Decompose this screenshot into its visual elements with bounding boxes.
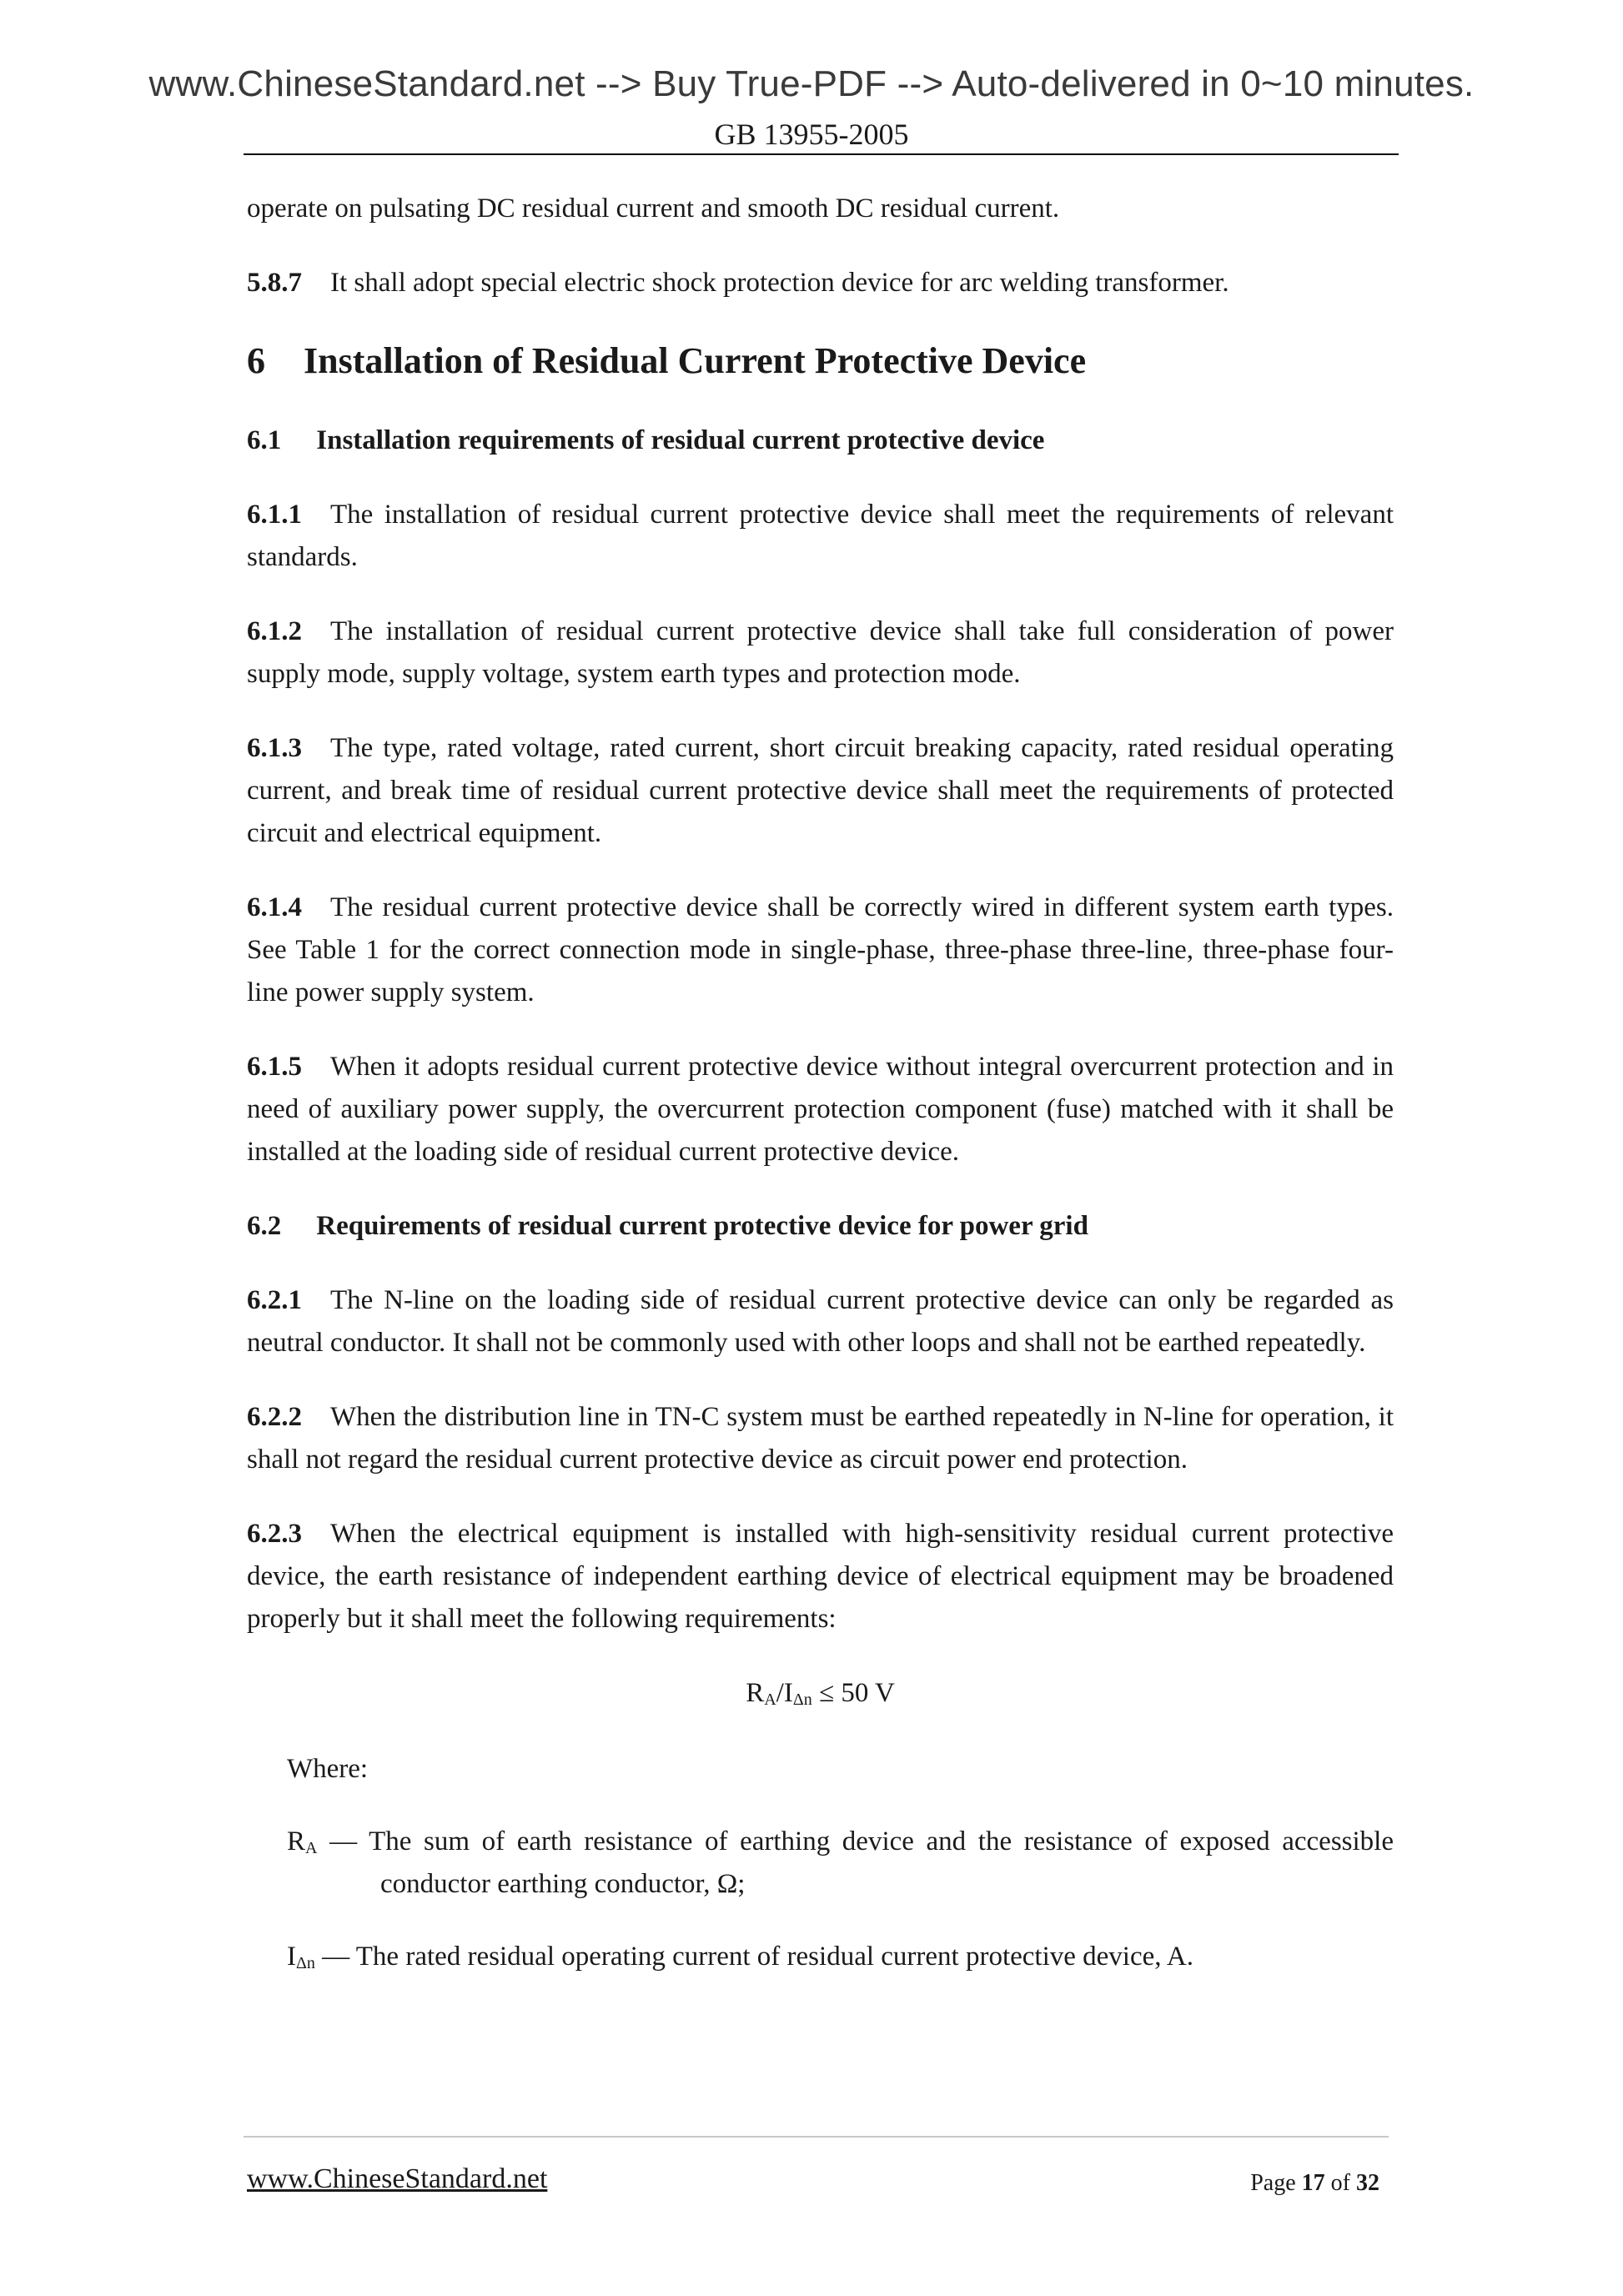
section-title: Installation of Residual Current Protective Device [304, 340, 1087, 381]
clause-text: The N-line on the loading side of residual current protective device can only be regarded as neutral conductor. It shall not be commonly used with other loops and shall not be earthed repeatedly. [247, 1285, 1394, 1358]
page-number [1250, 2170, 1379, 2197]
clause-6-1-2 [247, 610, 1394, 696]
subsection-6-1-heading [247, 420, 1394, 462]
clause-number: 6.2.3 [247, 1519, 302, 1549]
clause-number: 6.1.2 [247, 616, 302, 646]
subsection-number: 6.2 [247, 1211, 282, 1241]
formula-rhs: ≤ 50 V [812, 1678, 895, 1708]
clause-text: It shall adopt special electric shock protection device for arc welding transformer. [330, 268, 1229, 298]
clause-number: 6.1.4 [247, 892, 302, 922]
definition-text: — The sum of earth resistance of earthing device and the resistance of exposed accessible conductor earthing conductor, Ω; [317, 1826, 1394, 1899]
clause-5-8-7 [247, 262, 1394, 304]
definition-text: — The rated residual operating current of residual current protective device, A. [314, 1942, 1194, 1972]
definition-idn [287, 1936, 1394, 1978]
page-content [247, 188, 1394, 1978]
clause-text: The residual current protective device shall be correctly wired in different system earth types. See Table 1 for the correct connection mode in single-phase, three-phase three-line, three-phase four-line power supply system. [247, 892, 1394, 1007]
banner-link[interactable]: www.ChineseStandard.net --> Buy True-PDF --> Auto-delivered in 0~10 minutes. [148, 63, 1475, 104]
definition-subscript: Δn [296, 1954, 315, 1972]
formula-i-subscript: Δn [792, 1691, 812, 1709]
paragraph-continuation: operate on pulsating DC residual current and smooth DC residual current. [247, 193, 1060, 224]
clause-6-1-4 [247, 887, 1394, 1014]
clause-6-2-2 [247, 1396, 1394, 1481]
footer-link[interactable]: www.ChineseStandard.net [247, 2163, 548, 2194]
subsection-number: 6.1 [247, 425, 282, 455]
clause-6-2-1 [247, 1279, 1394, 1364]
header-divider [244, 153, 1399, 155]
clause-text: The installation of residual current protective device shall meet the requirements of relevant standards. [247, 500, 1394, 572]
section-6-heading [247, 336, 1394, 386]
clause-number: 5.8.7 [247, 268, 302, 298]
where-label: Where: [287, 1754, 369, 1784]
formula-r-subscript: A [764, 1691, 776, 1709]
footer-divider [244, 2136, 1389, 2138]
section-number: 6 [247, 340, 265, 381]
clause-number: 6.1.3 [247, 733, 302, 763]
clause-text: The installation of residual current protective device shall take full consideration of power supply mode, supply voltage, system earth types and protection mode. [247, 616, 1394, 689]
clause-number: 6.1.5 [247, 1052, 302, 1082]
formula [247, 1672, 1394, 1715]
formula-i: /I [776, 1678, 793, 1708]
clause-text: When the electrical equipment is installed with high-sensitivity residual current protective device, the earth resistance of independent earthing device of electrical equipment may be broadened properly but it shall meet the following requirements: [247, 1519, 1394, 1634]
page-label: Page [1250, 2170, 1296, 2196]
page-current: 17 [1301, 2170, 1325, 2196]
definition-ra [287, 1821, 1394, 1906]
subsection-title: Requirements of residual current protective device for power grid [316, 1211, 1088, 1241]
clause-text: The type, rated voltage, rated current, short circuit breaking capacity, rated residual operating current, and break time of residual current protective device shall meet the requirements of protected circuit and electrical equipment. [247, 733, 1394, 848]
clause-6-1-5 [247, 1046, 1394, 1173]
clause-number: 6.1.1 [247, 500, 302, 530]
clause-6-2-3 [247, 1513, 1394, 1640]
formula-r: R [746, 1678, 765, 1708]
page-total: 32 [1356, 2170, 1379, 2196]
subsection-6-2-heading [247, 1205, 1394, 1248]
definition-subscript: A [305, 1839, 318, 1857]
subsection-title: Installation requirements of residual current protective device [316, 425, 1045, 455]
clause-text: When the distribution line in TN-C system must be earthed repeatedly in N-line for operation, it shall not regard the residual current protective device as circuit power end protection. [247, 1402, 1394, 1475]
clause-6-1-1 [247, 494, 1394, 579]
definition-symbol: I [287, 1942, 296, 1972]
clause-text: When it adopts residual current protective device without integral overcurrent protection and in need of auxiliary power supply, the overcurrent protection component (fuse) matched with it shall be installed at the loading side of residual current protective device. [247, 1052, 1394, 1167]
standard-number: GB 13955-2005 [714, 118, 909, 151]
page-of: of [1330, 2170, 1350, 2196]
clause-number: 6.2.1 [247, 1285, 302, 1315]
clause-6-1-3 [247, 727, 1394, 855]
clause-number: 6.2.2 [247, 1402, 302, 1432]
definition-symbol: R [287, 1826, 306, 1856]
